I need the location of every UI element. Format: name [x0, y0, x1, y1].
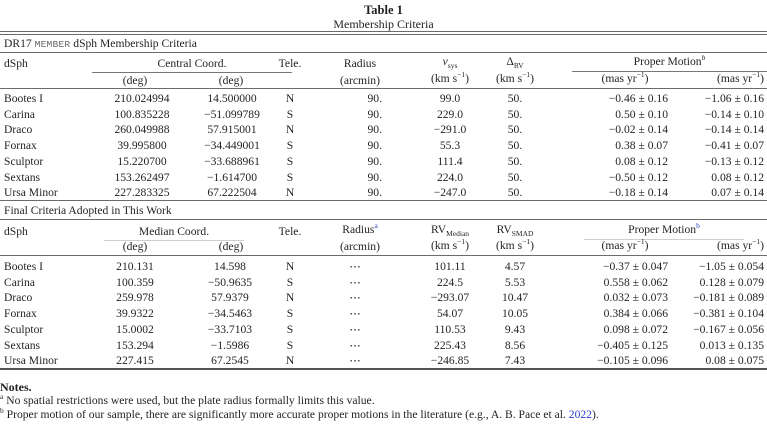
- cell-name: Draco: [4, 291, 33, 305]
- cell-radius: 90.: [367, 154, 382, 168]
- cell-rvmed: 54.07: [436, 307, 464, 321]
- cell-dec: 67.222504: [207, 186, 257, 200]
- s2-header-pm-group: Proper Motion$^b$: [628, 221, 700, 236]
- cell-pm2: −0.41 ± 0.07: [704, 139, 764, 153]
- cell-tele: S: [286, 275, 294, 289]
- cell-radius: ⋯: [349, 338, 361, 352]
- s2-header-pm2-unit: (mas $yr^{-1}$): [717, 237, 764, 252]
- s1-header-vsys: $v_{sys}$: [442, 55, 458, 70]
- cell-tele: S: [286, 154, 294, 168]
- cell-rvsmad: 8.56: [504, 338, 526, 352]
- table-row: [0, 93, 767, 108]
- cell-ra: 210.024994: [114, 92, 170, 105]
- note-b: [0, 406, 599, 421]
- s2-header-rvmed-unit: (km $s^{-1}$): [431, 237, 469, 252]
- cell-pm2: 0.07 ± 0.14: [711, 186, 764, 200]
- cell-pm2: −0.167 ± 0.056: [693, 322, 764, 336]
- cell-dec: 67.2545: [211, 354, 249, 368]
- cell-pm1: 0.558 ± 0.062: [603, 275, 668, 289]
- cell-rvmed: 225.43: [434, 338, 466, 352]
- table-bottom-rule: [0, 368, 767, 370]
- table-row: [0, 172, 767, 187]
- cell-pm2: −1.06 ± 0.16: [704, 92, 764, 105]
- cell-drv: 50.: [507, 92, 523, 105]
- cell-dec: −33.688961: [204, 154, 260, 168]
- cell-dec: 57.9379: [211, 291, 249, 305]
- cell-drv: 50.: [507, 170, 523, 184]
- cell-name: Bootes I: [4, 92, 43, 105]
- cell-ra: 153.262497: [114, 170, 170, 184]
- s1-header-ra-unit: (deg): [122, 74, 148, 87]
- cell-rvsmad: 10.05: [501, 307, 529, 321]
- s1-header-delta-rv: $\Delta_{RV}$: [506, 55, 524, 70]
- cell-radius: ⋯: [349, 275, 361, 289]
- section2-heading: Final Criteria Adopted in This Work: [4, 204, 172, 217]
- cell-pm2: 0.08 ± 0.075: [705, 354, 764, 368]
- cell-dec: −33.7103: [207, 322, 253, 336]
- s1-header-tele: Tele.: [278, 57, 302, 70]
- table-row: [0, 261, 767, 276]
- section1-heading: [4, 38, 197, 50]
- cell-pm2: 0.013 ± 0.135: [699, 338, 764, 352]
- cell-pm2: −1.05 ± 0.054: [698, 260, 764, 273]
- cell-rvsmad: 4.57: [504, 260, 526, 273]
- s2-header-pm1-unit: (mas $yr^{-1}$): [601, 237, 649, 252]
- note-b-text-end: ).: [591, 408, 599, 421]
- cell-tele: N: [285, 354, 295, 368]
- cell-rvmed: −293.07: [430, 291, 470, 305]
- cell-rvsmad: 9.43: [504, 322, 526, 336]
- cell-vsys: 99.0: [439, 92, 461, 105]
- cell-vsys: −291.0: [433, 123, 467, 137]
- s1-header-vsys-unit: (km $s^{-1}$): [431, 70, 469, 85]
- cell-tele: S: [286, 170, 294, 184]
- cell-name: Sextans: [4, 170, 41, 184]
- cell-radius: ⋯: [349, 354, 361, 368]
- cell-dec: −34.5463: [207, 307, 253, 321]
- cell-tele: S: [286, 338, 294, 352]
- cell-tele: N: [285, 291, 295, 305]
- note-b-citation-link[interactable]: 2022: [568, 408, 592, 421]
- cell-pm1: −0.37 ± 0.047: [602, 260, 668, 273]
- section1-heading-prefix: DR17: [4, 37, 32, 50]
- cell-ra: 259.978: [116, 291, 154, 305]
- cell-name: Fornax: [4, 139, 37, 153]
- s1-header-pm2-unit: (mas $yr^{-1}$): [717, 70, 764, 85]
- cell-drv: 50.: [507, 107, 523, 121]
- cell-tele: S: [286, 307, 294, 321]
- table-row: [0, 324, 767, 339]
- cell-dec: 57.915001: [207, 123, 257, 137]
- table-row: [0, 109, 767, 124]
- cell-radius: 90.: [367, 139, 382, 153]
- cell-rvsmad: 5.53: [504, 275, 526, 289]
- cell-pm1: 0.50 ± 0.10: [615, 107, 668, 121]
- cell-name: Bootes I: [4, 260, 43, 273]
- table-caption: Membership Criteria: [333, 17, 434, 31]
- cell-pm1: −0.405 ± 0.125: [597, 338, 668, 352]
- cell-name: Carina: [4, 275, 35, 289]
- note-a-mark: a: [0, 392, 4, 401]
- section1-heading-rule: [0, 52, 767, 53]
- s1-header-pm-group: Proper Motion$^b$: [633, 53, 706, 68]
- cell-dec: −1.5986: [210, 338, 250, 352]
- cell-pm2: −0.13 ± 0.12: [704, 154, 764, 168]
- section1-heading-mono: MEMBER: [34, 39, 71, 50]
- cell-pm2: −0.14 ± 0.14: [704, 123, 764, 137]
- cell-pm2: 0.08 ± 0.12: [711, 170, 764, 184]
- s1-bottom-rule: [0, 200, 767, 201]
- cell-ra: 39.9322: [116, 307, 154, 321]
- cell-tele: N: [285, 92, 295, 105]
- table-row: [0, 308, 767, 323]
- s1-header-dsph: dSph: [4, 57, 28, 70]
- cell-rvsmad: 10.47: [501, 291, 529, 305]
- s1-header-drv-unit: (km $s^{-1}$): [496, 70, 534, 85]
- table-row: [0, 124, 767, 139]
- cell-pm1: −0.105 ± 0.096: [597, 354, 668, 368]
- s1-header-rule: [0, 88, 767, 89]
- cell-rvmed: 224.5: [436, 275, 464, 289]
- cell-tele: S: [286, 139, 294, 153]
- s2-header-radius-unit: (arcmin): [340, 240, 380, 253]
- cell-radius: 90.: [367, 170, 382, 184]
- cell-vsys: −247.0: [433, 186, 467, 200]
- cell-pm1: 0.098 ± 0.072: [603, 322, 668, 336]
- cell-radius: 90.: [367, 92, 382, 105]
- cell-ra: 210.131: [116, 260, 154, 273]
- cell-tele: N: [285, 123, 295, 137]
- s1-header-pm1-unit: (mas $yr^{-1}$): [601, 70, 649, 85]
- cell-name: Sculptor: [4, 322, 44, 336]
- s2-header-coord-group: Median Coord.: [138, 225, 210, 238]
- cell-ra: 100.835228: [114, 107, 170, 121]
- table-row: [0, 140, 767, 155]
- note-a-text: No spatial restrictions were used, but the plate radius formally limits this value.: [6, 394, 375, 407]
- cell-pm1: 0.032 ± 0.073: [603, 291, 668, 305]
- cell-radius: ⋯: [349, 307, 361, 321]
- cell-radius: ⋯: [349, 322, 361, 336]
- s1-header-radius-unit: (arcmin): [340, 74, 380, 87]
- cell-radius: ⋯: [349, 291, 361, 305]
- cell-pm1: −0.02 ± 0.14: [608, 123, 668, 137]
- cell-vsys: 55.3: [439, 139, 461, 153]
- notes-heading: Notes.: [0, 380, 32, 394]
- cell-pm2: −0.14 ± 0.10: [704, 107, 764, 121]
- note-b-text: Proper motion of our sample, there are significantly more accurate proper motions in the literature (e.g., A. B. Pace et al.: [6, 408, 566, 421]
- cell-rvmed: 101.11: [434, 260, 466, 273]
- cell-dec: 14.500000: [207, 92, 257, 105]
- top-rule-1: [0, 31, 767, 32]
- s2-header-dec-unit: (deg): [218, 240, 244, 253]
- top-rule-2: [0, 34, 767, 35]
- cell-pm1: 0.38 ± 0.07: [615, 139, 668, 153]
- cell-dec: −50.9635: [207, 275, 253, 289]
- cell-drv: 50.: [507, 154, 523, 168]
- cell-pm1: 0.08 ± 0.12: [615, 154, 668, 168]
- cell-ra: 260.049988: [114, 123, 170, 137]
- cell-dec: −1.614700: [206, 170, 257, 184]
- cell-ra: 227.415: [116, 354, 154, 368]
- s2-header-dsph: dSph: [4, 225, 28, 238]
- cell-tele: N: [285, 186, 295, 200]
- s2-header-rv-smad: $RV_{SMAD}$: [496, 223, 534, 238]
- cell-name: Ursa Minor: [4, 354, 58, 368]
- cell-name: Draco: [4, 123, 33, 137]
- cell-ra: 227.283325: [114, 186, 170, 200]
- s2-header-tele: Tele.: [278, 225, 302, 238]
- cell-dec: 14.598: [214, 260, 246, 273]
- table-row: [0, 156, 767, 171]
- cell-pm1: −0.50 ± 0.12: [608, 170, 668, 184]
- s2-header-radius: Radius$^a$: [342, 221, 378, 236]
- table-row: [0, 292, 767, 307]
- cell-radius: ⋯: [349, 260, 361, 273]
- cell-rvmed: 110.53: [434, 322, 466, 336]
- cell-ra: 15.220700: [117, 154, 167, 168]
- cell-pm2: −0.181 ± 0.089: [693, 291, 764, 305]
- s2-header-rvsmad-unit: (km $s^{-1}$): [496, 237, 534, 252]
- s1-header-radius: Radius: [343, 57, 377, 70]
- cell-name: Sextans: [4, 338, 41, 352]
- cell-dec: −34.449001: [204, 139, 260, 153]
- cell-rvmed: −246.85: [430, 354, 470, 368]
- cell-drv: 50.: [507, 123, 523, 137]
- cell-vsys: 229.0: [436, 107, 464, 121]
- s1-pm-footnote-mark: b: [701, 53, 706, 62]
- cell-tele: N: [285, 260, 295, 273]
- s1-header-coord-group: Central Coord.: [157, 57, 227, 70]
- cell-pm1: −0.46 ± 0.16: [608, 92, 668, 105]
- s2-header-rule: [0, 255, 767, 256]
- cell-tele: S: [286, 322, 294, 336]
- table-row: [0, 277, 767, 292]
- cell-name: Sculptor: [4, 154, 44, 168]
- table-row: [0, 340, 767, 355]
- cell-radius: 90.: [367, 107, 382, 121]
- section2-heading-rule: [0, 219, 767, 220]
- cell-drv: 50.: [507, 186, 523, 200]
- cell-vsys: 111.4: [437, 154, 463, 168]
- cell-ra: 153.294: [116, 338, 154, 352]
- cell-tele: S: [286, 107, 294, 121]
- section1-heading-suffix: dSph Membership Criteria: [73, 37, 197, 50]
- s1-coord-span-rule: [92, 72, 292, 73]
- cell-ra: 39.995800: [117, 139, 167, 153]
- cell-radius: 90.: [367, 186, 382, 200]
- s2-header-rv-median: $RV_{Median}$: [430, 223, 470, 238]
- s2-header-ra-unit: (deg): [122, 240, 148, 253]
- cell-radius: 90.: [367, 123, 382, 137]
- cell-pm2: 0.128 ± 0.079: [699, 275, 764, 289]
- cell-rvsmad: 7.43: [504, 354, 526, 368]
- cell-pm2: −0.381 ± 0.104: [693, 307, 764, 321]
- cell-pm1: −0.18 ± 0.14: [608, 186, 668, 200]
- cell-drv: 50.: [507, 139, 523, 153]
- s2-radius-footnote-mark[interactable]: a: [374, 221, 378, 230]
- cell-dec: −51.099789: [204, 107, 260, 121]
- note-a: [0, 392, 375, 407]
- note-b-mark: b: [0, 406, 4, 415]
- cell-pm1: 0.384 ± 0.066: [603, 307, 668, 321]
- cell-name: Ursa Minor: [4, 186, 58, 200]
- table-title: Table 1: [364, 3, 403, 17]
- cell-name: Carina: [4, 107, 35, 121]
- cell-ra: 100.359: [116, 275, 154, 289]
- s1-header-dec-unit: (deg): [218, 74, 244, 87]
- cell-name: Fornax: [4, 307, 37, 321]
- cell-ra: 15.0002: [116, 322, 154, 336]
- cell-vsys: 224.0: [436, 170, 464, 184]
- s2-pm-footnote-mark[interactable]: b: [696, 221, 700, 230]
